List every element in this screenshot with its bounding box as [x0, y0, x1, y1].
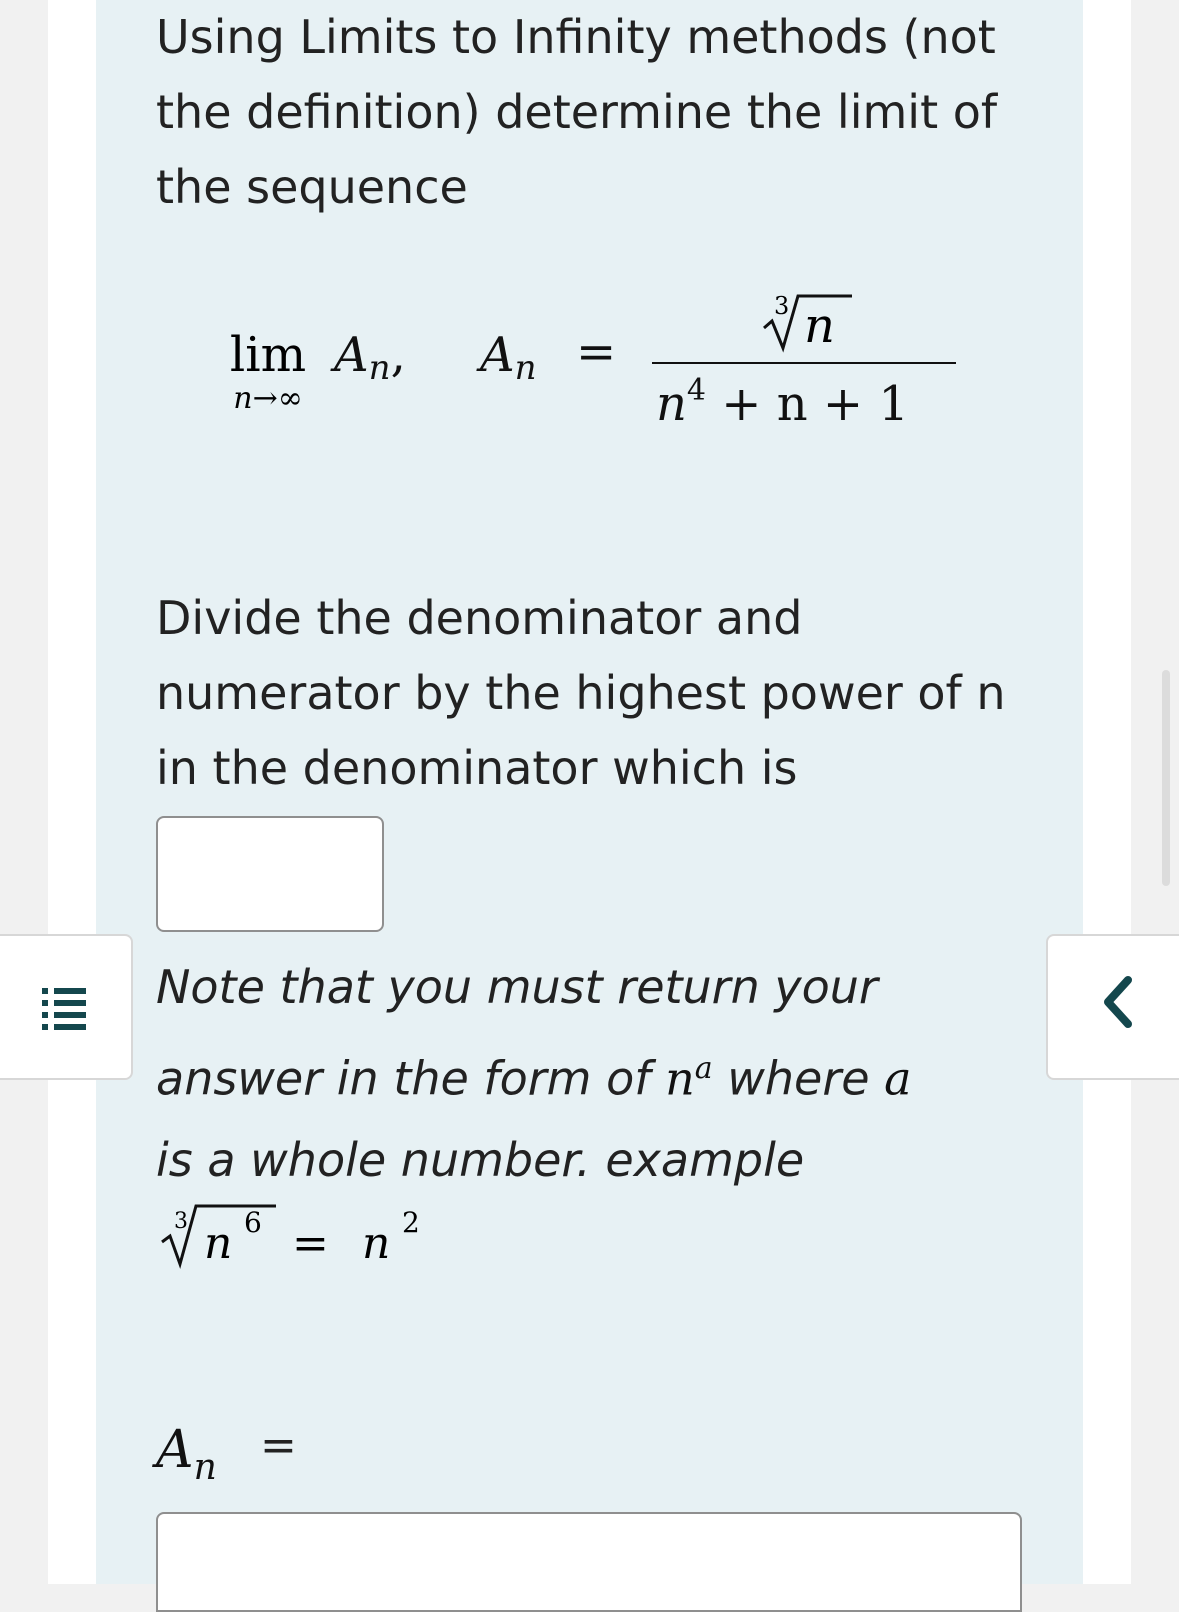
- sequence-base: A: [334, 327, 369, 383]
- fraction-denominator: [656, 373, 956, 439]
- denominator-base: n: [656, 376, 687, 432]
- example-root-index: 3: [174, 1209, 188, 1234]
- limit-expression: [198, 280, 968, 450]
- note-power-base: n: [665, 1051, 695, 1106]
- answer-label-equals: =: [260, 1420, 297, 1471]
- numerator-root-index: 3: [774, 292, 790, 320]
- answer-label: [156, 1420, 306, 1490]
- note-line-2-start: answer in the form of: [156, 1051, 651, 1106]
- cube-root-numerator: [756, 290, 856, 354]
- answer-format-note: [156, 946, 1036, 1201]
- answer-label-base: A: [156, 1420, 194, 1480]
- note-line-2: [156, 1028, 1036, 1119]
- left-side-tab[interactable]: [0, 934, 133, 1080]
- question-intro: Using Limits to Infinity methods (not the definition) determine the limit of the sequence: [156, 10, 998, 214]
- example-result-exponent: 2: [402, 1206, 420, 1239]
- sequence-comma: ,: [390, 327, 406, 383]
- sequence-subscript: n: [368, 348, 391, 388]
- right-side-tab[interactable]: [1046, 934, 1179, 1080]
- limit-sequence-term: [334, 328, 406, 387]
- answer-label-subscript: n: [193, 1447, 217, 1488]
- example-equals: =: [292, 1218, 329, 1269]
- example-radicand-base: n: [204, 1218, 233, 1269]
- denominator-tail: + n + 1: [721, 376, 909, 432]
- denominator-exponent: 4: [686, 373, 707, 408]
- note-line-3: is a whole number. example: [156, 1133, 805, 1188]
- definition-base: A: [480, 327, 515, 383]
- definition-equals: =: [576, 324, 617, 380]
- note-variable: a: [884, 1051, 912, 1106]
- definition-subscript: n: [514, 348, 537, 388]
- limit-word: lim: [229, 327, 307, 383]
- limit-operator: [218, 328, 318, 416]
- definition-term: [480, 328, 537, 387]
- scrollbar[interactable]: [1162, 670, 1170, 886]
- sequence-answer-input[interactable]: [156, 1512, 1022, 1612]
- limit-subscript: n→∞: [233, 381, 303, 416]
- list-icon[interactable]: [38, 982, 92, 1030]
- example-radicand-exponent: 6: [244, 1206, 262, 1239]
- fraction-bar: [652, 362, 956, 364]
- note-power-exponent: a: [694, 1051, 713, 1086]
- note-line-1: Note that you must return your: [156, 960, 878, 1014]
- sequence-fraction: [652, 280, 956, 440]
- chevron-left-icon[interactable]: [1098, 974, 1138, 1030]
- instruction-text: Divide the denominator and numerator by the highest power of n in the denominator which is: [156, 591, 1006, 795]
- example-formula: [156, 1190, 456, 1280]
- example-result-base: n: [362, 1218, 391, 1269]
- highest-power-answer-input[interactable]: [156, 816, 384, 932]
- numerator-radicand: n: [804, 298, 835, 354]
- note-line-2-end: where: [727, 1051, 870, 1106]
